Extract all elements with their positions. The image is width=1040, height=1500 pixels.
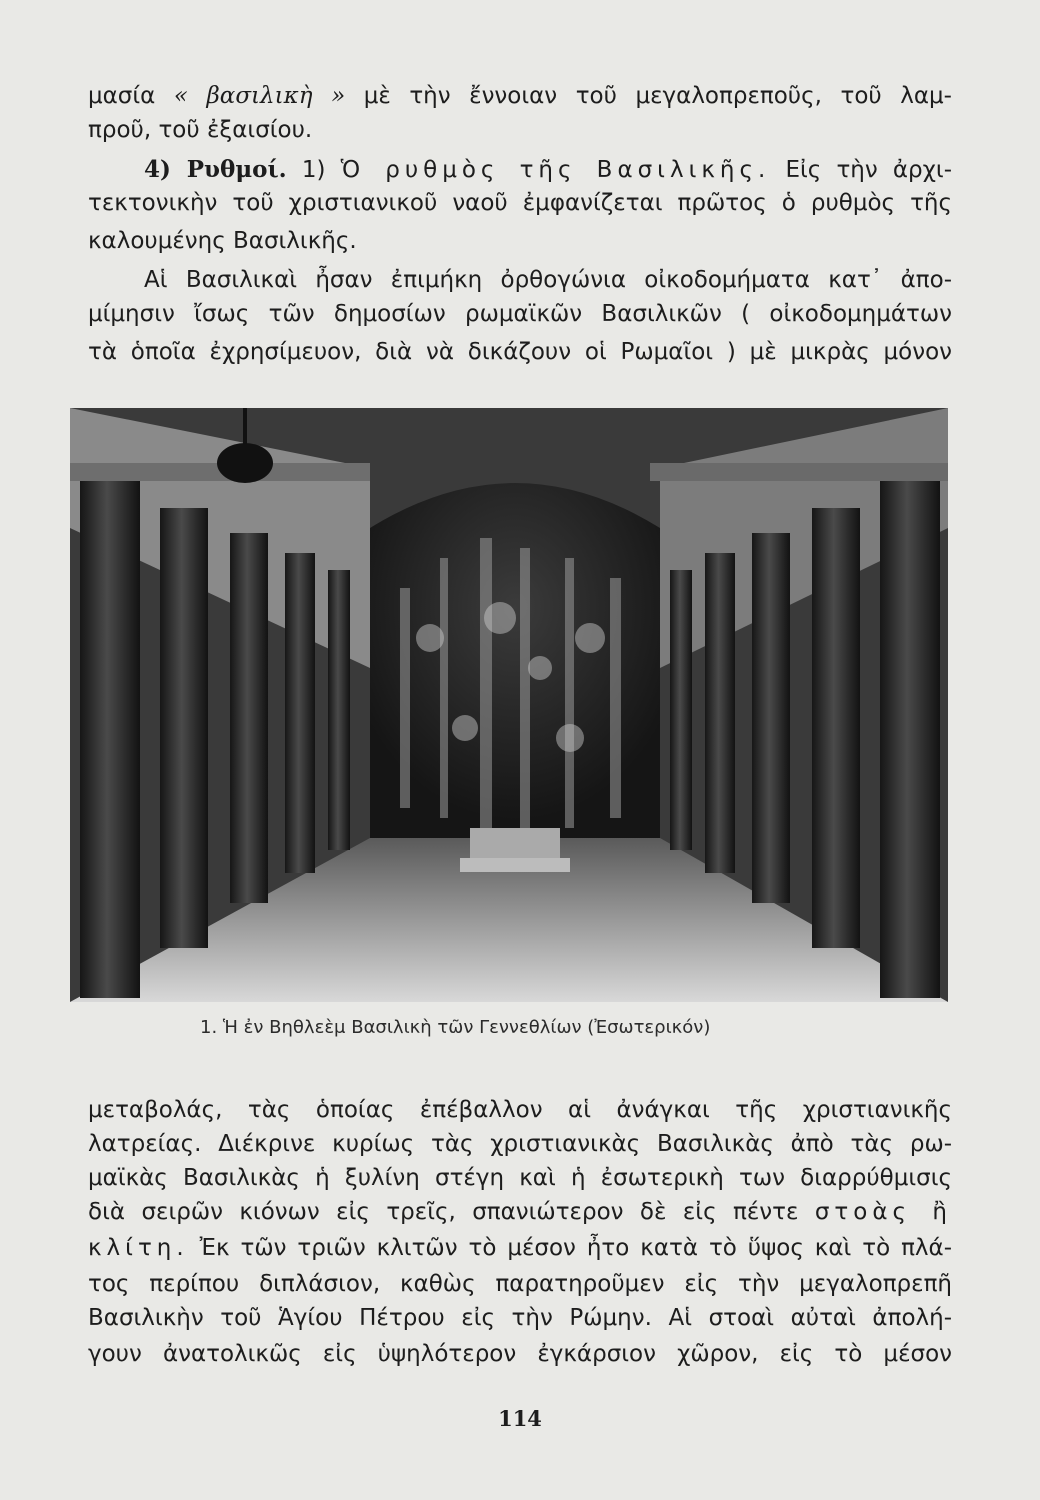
spaced-term: κλίτη. [88,1235,189,1261]
basilica-interior-photo [70,408,948,1002]
text-line: Βασιλικὴν τοῦ Ἁγίου Πέτρου εἰς τὴν Ρώμην. Αἱ στοαὶ αὐταὶ ἀπολή- [88,1305,952,1331]
text-line: τος περίπου διπλάσιον, καθὼς παρατηροῦμεν εἰς τὴν μεγαλοπρεπῆ [88,1271,952,1297]
text-line: μασία « βασιλικὴ » μὲ τὴν ἔννοιαν τοῦ μεγαλοπρεποῦς, τοῦ λαμ- [88,83,952,109]
text-line: γουν ἀνατολικῶς εἰς ὑψηλότερον ἐγκάρσιον χῶρον, εἰς τὸ μέσον [88,1341,952,1367]
text-line: μίμησιν ἴσως τῶν δημοσίων ρωμαϊκῶν Βασιλικῶν ( οἰκοδομημάτων [88,301,952,327]
text-line: μεταβολάς, τὰς ὁποίας ἐπέβαλλον αἱ ἀνάγκαι τῆς χριστιανικῆς [88,1097,952,1123]
text-line: τεκτονικὴν τοῦ χριστιανικοῦ ναοῦ ἐμφανίζεται πρῶτος ὁ ρυθμὸς τῆς [88,190,952,216]
text-line: μαϊκὰς Βασιλικὰς ἡ ξυλίνη στέγη καὶ ἡ ἐσωτερικὴ των διαρρύθμισις [88,1165,952,1191]
subsection-title: Ὁ ρυθμὸς τῆς Βασιλικῆς. [340,157,771,183]
page-number: 114 [498,1406,542,1431]
section-heading-line: 4) Ρυθμοί. 1) Ὁ ρυθμὸς τῆς Βασιλικῆς. Εἰς τὴν ἀρχι- [88,154,952,186]
spaced-term: στοὰς ἢ [814,1199,953,1225]
paragraph-start-line: Αἱ Βασιλικαὶ ἦσαν ἐπιμήκη ὀρθογώνια οἰκοδομήματα κατ᾽ ἀπο- [144,267,952,293]
text-line: τὰ ὁποῖα ἐχρησίμευον, διὰ νὰ δικάζουν οἱ Ρωμαῖοι ) μὲ μικρὰς μόνον [88,339,952,365]
text-line: διὰ σειρῶν κιόνων εἰς τρεῖς, σπανιώτερον δὲ εἰς πέντε στοὰς ἢ [88,1199,953,1225]
text-line: προῦ, τοῦ ἐξαισίου. [88,117,313,143]
section-heading: 4) Ρυθμοί. [144,156,287,183]
text-line: καλουμένης Βασιλικῆς. [88,228,357,254]
figure-caption: 1. Ἡ ἐν Βηθλεὲμ Βασιλικὴ τῶν Γεννεθλίων (Ἐσωτερικόν) [200,1017,711,1038]
text-line: λατρείας. Διέκρινε κυρίως τὰς χριστιανικὰς Βασιλικὰς ἀπὸ τὰς ρω- [88,1131,952,1157]
italic-term: « βασιλικὴ » [173,83,346,109]
text-line: κλίτη. Ἐκ τῶν τριῶν κλιτῶν τὸ μέσον ἦτο κατὰ τὸ ὕψος καὶ τὸ πλά- [88,1235,952,1261]
